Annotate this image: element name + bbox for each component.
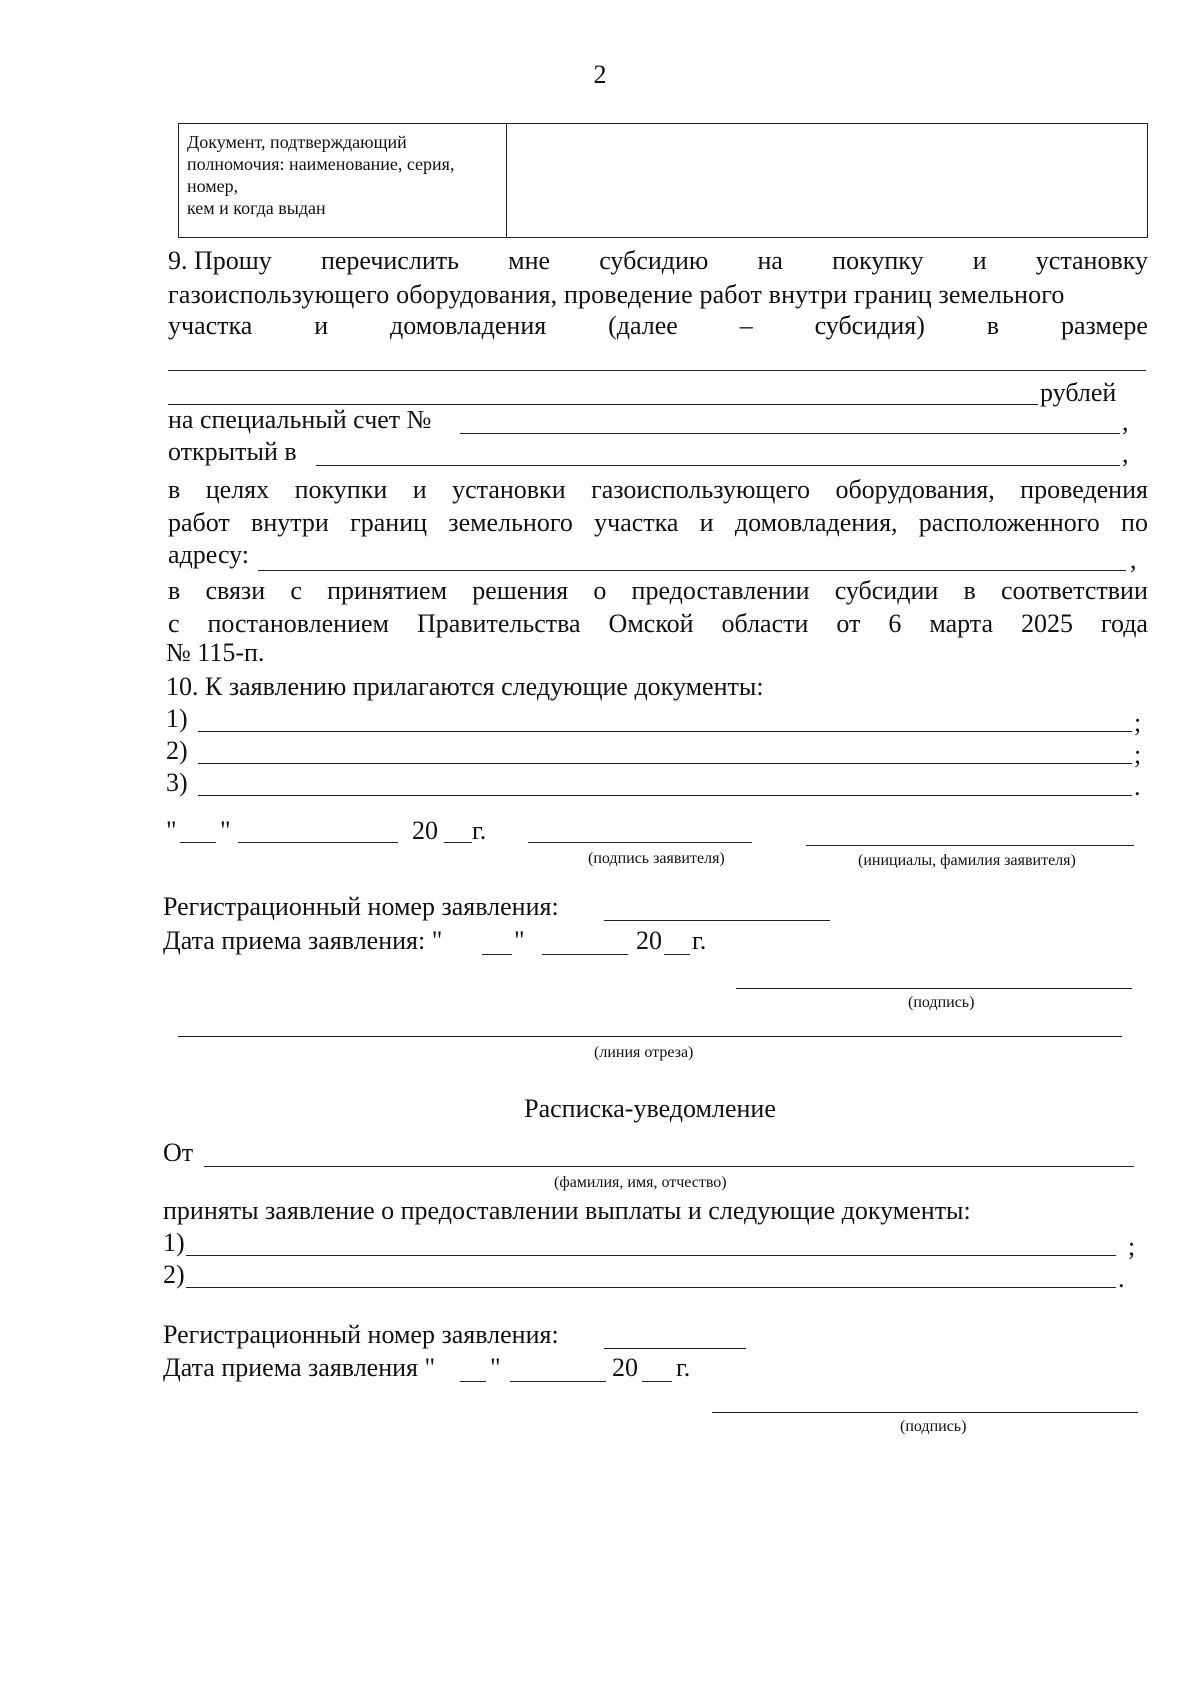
year-field[interactable] — [444, 842, 472, 843]
receipt-item-number: 2) — [163, 1260, 185, 1289]
receipt-item-number: 1) — [163, 1228, 185, 1257]
word: постановлением — [207, 609, 390, 638]
rubles-label: рублей — [1040, 378, 1117, 407]
year-prefix: 20 — [636, 926, 662, 955]
signature-caption: (подпись заявителя) — [588, 850, 725, 867]
item9-line3 — [168, 311, 1148, 341]
word: – — [739, 311, 753, 340]
purpose-line2 — [168, 508, 1148, 538]
word: перечислить — [320, 246, 459, 275]
word: и — [314, 311, 329, 340]
signature-caption: (подпись) — [908, 994, 975, 1011]
comma: , — [1122, 439, 1129, 468]
word: домовладения, — [734, 508, 898, 537]
word: и — [412, 475, 427, 504]
doc-item-end: ; — [1134, 740, 1142, 769]
word: газоиспользующего — [591, 475, 810, 504]
receipt-title: Расписка-уведомление — [524, 1094, 776, 1123]
doc-item-end: ; — [1134, 708, 1142, 737]
word: границ — [350, 508, 428, 537]
account-label: на специальный счет № — [168, 405, 432, 434]
word: размере — [1060, 311, 1148, 340]
month-field[interactable] — [542, 954, 628, 955]
accepted-text: приняты заявление о предоставлении выплаты и следующие документы: — [163, 1196, 971, 1225]
year-suffix: г. — [472, 816, 487, 845]
fio-caption: (фамилия, имя, отчество) — [554, 1174, 727, 1191]
reg-number-field[interactable] — [604, 920, 830, 921]
item9-line1 — [168, 246, 1148, 276]
word: покупку — [832, 246, 924, 275]
date-received-label: Дата приема заявления " — [163, 1353, 436, 1382]
word: года — [1100, 609, 1148, 638]
quote-close: " — [220, 816, 231, 845]
table-label-line: полномочия: наименование, серия, — [187, 154, 455, 174]
year-prefix: 20 — [612, 1353, 638, 1382]
comma: , — [1130, 545, 1137, 574]
address-label: адресу: — [168, 540, 250, 569]
doc-item-end: . — [1134, 772, 1141, 801]
table-label-line: Документ, подтверждающий — [187, 132, 407, 152]
quote-close: " — [490, 1353, 501, 1382]
address-field[interactable] — [258, 570, 1126, 571]
reg-number-field[interactable] — [604, 1348, 746, 1349]
word: с — [290, 576, 302, 605]
word: внутри — [251, 508, 329, 537]
word: соответствии — [1000, 576, 1148, 605]
word: 2025 — [1020, 609, 1073, 638]
word: работ — [168, 508, 230, 537]
word: 6 — [888, 609, 902, 638]
word: с — [168, 609, 180, 638]
reg-number-label: Регистрационный номер заявления: — [163, 1320, 559, 1349]
word: связи — [205, 576, 266, 605]
word: предоставлении — [631, 576, 810, 605]
word: покупки — [294, 475, 388, 504]
bank-field[interactable] — [316, 465, 1120, 466]
receipt-item-end: . — [1118, 1264, 1125, 1293]
doc-item-number: 3) — [166, 768, 188, 797]
word: мне — [508, 246, 551, 275]
decision-line1 — [168, 576, 1148, 606]
year-prefix: 20 — [412, 816, 438, 845]
cut-line-caption: (линия отреза) — [594, 1044, 694, 1061]
cut-line — [178, 1036, 1122, 1037]
word: марта — [929, 609, 994, 638]
day-field[interactable] — [180, 842, 216, 843]
year-suffix: г. — [676, 1353, 691, 1382]
from-label: От — [163, 1138, 194, 1167]
word: субсидии — [834, 576, 939, 605]
month-field[interactable] — [238, 842, 398, 843]
decision-line3: № 115-п. — [166, 638, 265, 667]
word: по — [1121, 508, 1148, 537]
table-label-cell — [179, 124, 507, 237]
applicant-signature-field[interactable] — [528, 842, 752, 843]
receipt-item-end: ; — [1128, 1232, 1136, 1261]
comma: , — [1122, 407, 1129, 436]
word: в — [963, 576, 976, 605]
word: и — [699, 508, 714, 537]
doc-item-number: 1) — [166, 704, 188, 733]
receipt-signature-field[interactable] — [712, 1412, 1138, 1413]
item9-line2: газоиспользующего оборудования, проведение работ внутри границ земельного — [168, 280, 1065, 309]
doc-item-field[interactable] — [198, 795, 1132, 796]
doc-item-number: 2) — [166, 736, 188, 765]
page-number: 2 — [593, 60, 607, 89]
word: от — [836, 609, 861, 638]
word: домовладения — [390, 311, 547, 340]
word: земельного — [448, 508, 573, 537]
table-label-line: кем и когда выдан — [187, 198, 326, 218]
year-suffix: г. — [692, 926, 707, 955]
applicant-name-field[interactable] — [806, 845, 1134, 846]
subsidy-amount-line[interactable] — [168, 370, 1146, 371]
word: участка — [168, 311, 253, 340]
year-field[interactable] — [642, 1381, 672, 1382]
purpose-line1 — [168, 475, 1148, 505]
word: субсидия) — [814, 311, 925, 340]
year-field[interactable] — [664, 954, 690, 955]
doc-item-field[interactable] — [198, 731, 1132, 732]
word: субсидию — [599, 246, 709, 275]
word: (далее — [608, 311, 678, 340]
quote-close: " — [514, 926, 525, 955]
word: расположенного — [918, 508, 1100, 537]
fio-field[interactable] — [204, 1166, 1134, 1167]
authority-document-table — [178, 123, 1148, 238]
account-number-field[interactable] — [460, 433, 1120, 434]
word: в — [168, 576, 181, 605]
word: установку — [1035, 246, 1148, 275]
opened-in-label: открытый в — [168, 437, 297, 466]
word: на — [757, 246, 783, 275]
word: участка — [594, 508, 679, 537]
word: в — [986, 311, 1000, 340]
word: целях — [205, 475, 270, 504]
word: и — [972, 246, 987, 275]
doc-item-field[interactable] — [198, 763, 1132, 764]
word: области — [721, 609, 809, 638]
table-label-line: номер, — [187, 176, 239, 196]
day-field[interactable] — [482, 954, 512, 955]
name-caption: (инициалы, фамилия заявителя) — [858, 852, 1076, 869]
word: принятием — [327, 576, 448, 605]
word: установки — [452, 475, 566, 504]
decision-line2 — [168, 609, 1148, 639]
signature-caption: (подпись) — [900, 1418, 967, 1435]
receipt-item-field[interactable] — [186, 1287, 1116, 1288]
receipt-item-field[interactable] — [186, 1255, 1116, 1256]
quote-open: " — [166, 816, 177, 845]
word: проведения — [1020, 475, 1148, 504]
table-value-cell[interactable] — [507, 124, 1147, 237]
item10-title: 10. К заявлению прилагаются следующие документы: — [166, 672, 764, 701]
word: о — [593, 576, 607, 605]
day-field[interactable] — [460, 1381, 486, 1382]
word: решения — [472, 576, 569, 605]
reg-number-label: Регистрационный номер заявления: — [163, 892, 559, 921]
word: в — [168, 475, 181, 504]
word: Омской — [608, 609, 694, 638]
date-received-label: Дата приема заявления: " — [163, 926, 443, 955]
word: Правительства — [416, 609, 581, 638]
word: 9. Прошу — [168, 246, 272, 275]
month-field[interactable] — [510, 1381, 606, 1382]
word: оборудования, — [835, 475, 995, 504]
official-signature-field[interactable] — [736, 988, 1132, 989]
